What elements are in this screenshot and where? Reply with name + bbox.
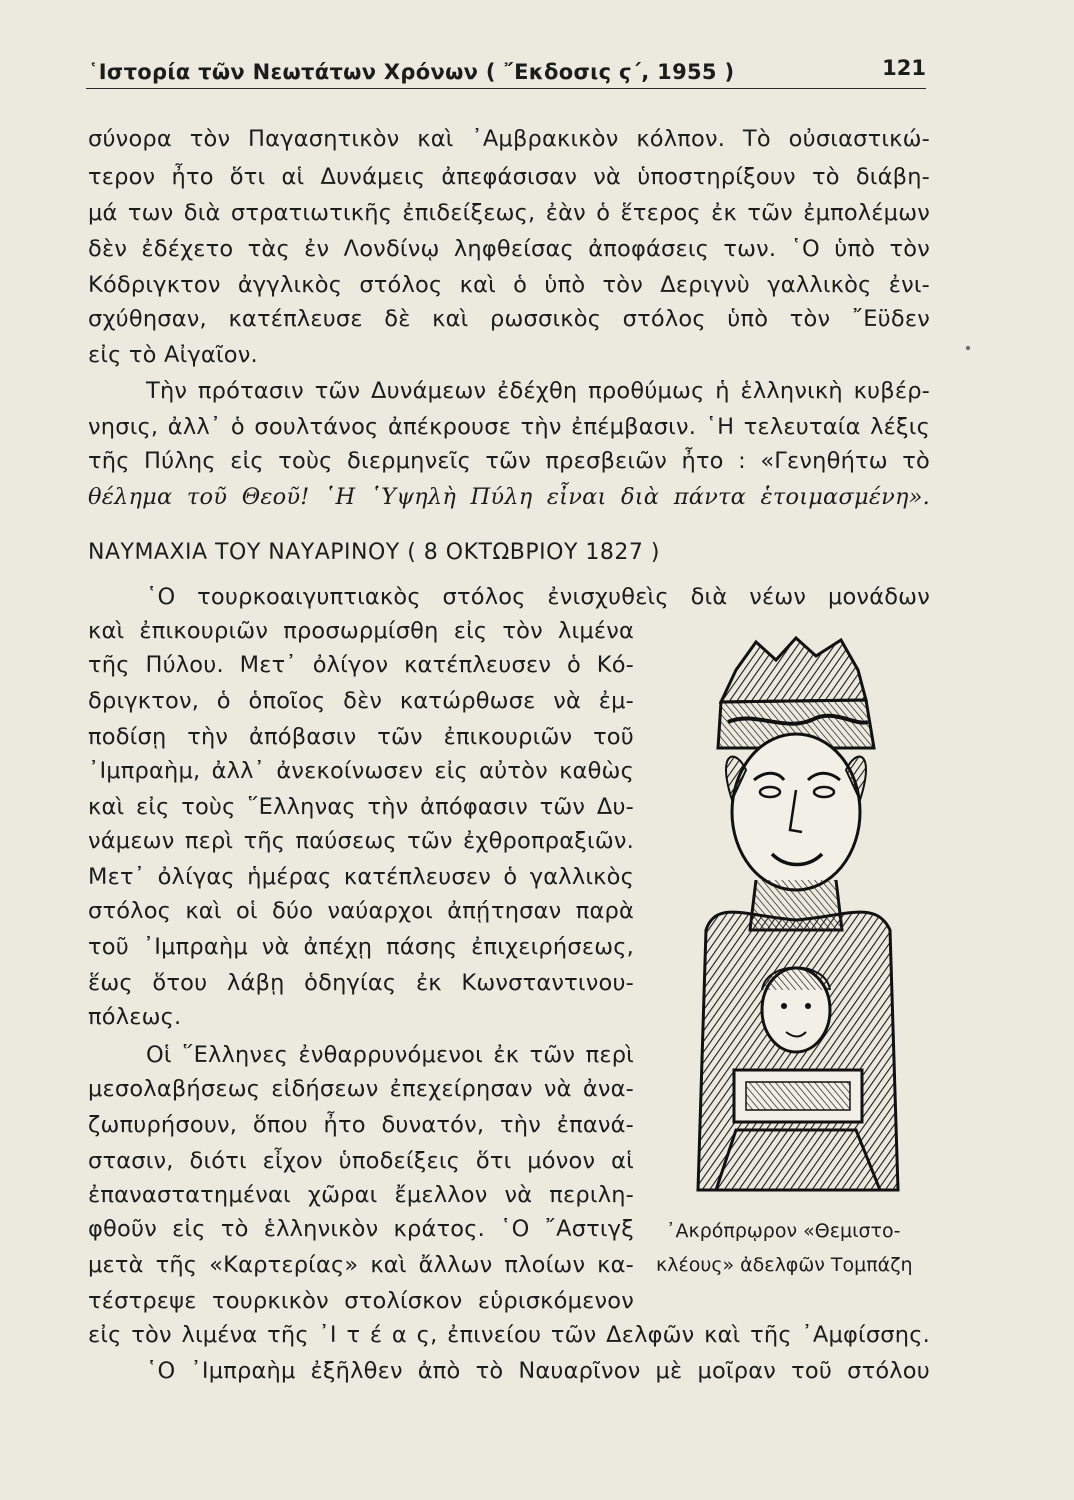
text-line: σχύθησαν, κατέπλευσε δὲ καὶ ρωσσικὸς στόλος ὑπὸ τὸν ῎Εϋδεν [88,306,930,332]
text-line: μεσολαβήσεως εἰδήσεων ἐπεχείρησαν νὰ ἀνα- [88,1076,634,1102]
text-line: στόλος καὶ οἱ δύο ναύαρχοι ἀπῄτησαν παρὰ [88,898,634,924]
text-line: ἐπαναστατημέναι χῶραι ἔμελλον νὰ περιλη- [88,1182,634,1208]
text-line: σύνορα τὸν Παγασητικὸν καὶ ᾿Αμβρακικὸν κόλπον. Τὸ οὐσιαστικώ- [88,126,930,152]
text-line: Οἱ ῞Ελληνες ἐνθαρρυνόμενοι ἐκ τῶν περὶ [146,1042,634,1068]
text-line: μά των διὰ στρατιωτικῆς ἐπιδείξεως, ἐὰν ὁ ἕτερος ἐκ τῶν ἐμπολέμων [88,200,930,226]
figurehead-drawing [676,630,916,1210]
text-line: πόλεως. [88,1004,182,1030]
text-line: ζωπυρήσουν, ὅπου ἦτο δυνατόν, τὴν ἐπανά- [88,1112,634,1138]
figure-caption-line2: κλέους» ἀδελφῶν Τομπάζη [656,1254,913,1276]
header-title: ῾Ιστορία τῶν Νεωτάτων Χρόνων ( ῎Εκδοσις ϛ΄, 1955 ) [88,60,735,84]
text-line: Μετ᾿ ὀλίγας ἡμέρας κατέπλευσεν ὁ γαλλικὸς [88,864,634,890]
text-line: μετὰ τῆς «Καρτερίας» καὶ ἄλλων πλοίων κα- [88,1252,634,1278]
section-heading: ΝΑΥΜΑΧΙΑ ΤΟΥ ΝΑΥΑΡΙΝΟΥ ( 8 ΟΚΤΩΒΡΙΟΥ 1827 ) [88,540,660,565]
text-line: ᾿Ιμπραὴμ, ἀλλ᾿ ἀνεκοίνωσεν εἰς αὐτὸν καθὼς [88,758,634,784]
ink-speck [966,346,970,350]
text-line: εἰς τὸν λιμένα τῆς ᾿Ι τ έ α ς, ἐπινείου τῶν Δελφῶν καὶ τῆς ᾿Αμφίσσης. [88,1322,930,1348]
text-line: θέλημα τοῦ Θεοῦ! ῾Η ῾Υψηλὴ Πύλη εἶναι διὰ πάντα ἑτοιμασμένη». [88,484,930,510]
figurehead-illustration [676,630,916,1210]
text-line: δριγκτον, ὁ ὁποῖος δὲν κατώρθωσε νὰ ἐμ- [88,688,634,714]
text-line: τοῦ ᾿Ιμπραὴμ νὰ ἀπέχῃ πάσης ἐπιχειρήσεως, [88,934,634,960]
text-line: καὶ ἐπικουριῶν προσωρμίσθη εἰς τὸν λιμένα [88,618,634,644]
text-line: τῆς Πύλης εἰς τοὺς διερμηνεῖς τῶν πρεσβειῶν ἦτο : «Γενηθήτω τὸ [88,448,930,474]
text-line: εἰς τὸ Αἰγαῖον. [88,342,258,368]
text-line: νάμεων περὶ τῆς παύσεως τῶν ἐχθροπραξιῶν. [88,828,634,854]
text-line: Τὴν πρότασιν τῶν Δυνάμεων ἐδέχθη προθύμως ἡ ἑλληνικὴ κυβέρ- [146,378,930,404]
figure-caption-line1: ᾿Ακρόπρῳρον «Θεμιστο- [666,1220,901,1242]
text-line: τέστρεψε τουρκικὸν στολίσκον εὑρισκόμενον [88,1288,634,1314]
text-line: ῾Ο ᾿Ιμπραὴμ ἐξῆλθεν ἀπὸ τὸ Ναυαρῖνον μὲ μοῖραν τοῦ στόλου [146,1358,930,1384]
text-line: φθοῦν εἰς τὸ ἑλληνικὸν κράτος. ῾Ο ῎Αστιγξ [88,1216,634,1242]
text-line: δὲν ἐδέχετο τὰς ἐν Λονδίνῳ ληφθείσας ἀποφάσεις των. ῾Ο ὑπὸ τὸν [88,236,930,262]
text-line: τερον ἦτο ὅτι αἱ Δυνάμεις ἀπεφάσισαν νὰ ὑποστηρίξουν τὸ διάβη- [88,164,930,190]
text-line: τῆς Πύλου. Μετ᾿ ὀλίγον κατέπλευσεν ὁ Κό- [88,652,634,678]
text-line: ποδίσῃ τὴν ἀπόβασιν τῶν ἐπικουριῶν τοῦ [88,724,634,750]
text-line: καὶ εἰς τοὺς ῞Ελληνας τὴν ἀπόφασιν τῶν Δυ- [88,794,634,820]
page-number: 121 [882,56,926,80]
text-line: στασιν, διότι εἶχον ὑποδείξεις ὅτι μόνον αἱ [88,1148,634,1174]
running-header [86,56,926,89]
text-line: Κόδριγκτον ἀγγλικὸς στόλος καὶ ὁ ὑπὸ τὸν Δεριγνὺ γαλλικὸς ἐνι- [88,272,930,298]
text-line: ἕως ὅτου λάβῃ ὁδηγίας ἐκ Κωνσταντινου- [88,970,634,996]
text-line: νησις, ἀλλ᾿ ὁ σουλτάνος ἀπέκρουσε τὴν ἐπέμβασιν. ῾Η τελευταία λέξις [88,414,930,440]
text-line: ῾Ο τουρκοαιγυπτιακὸς στόλος ἐνισχυθεὶς διὰ νέων μονάδων [146,584,930,610]
